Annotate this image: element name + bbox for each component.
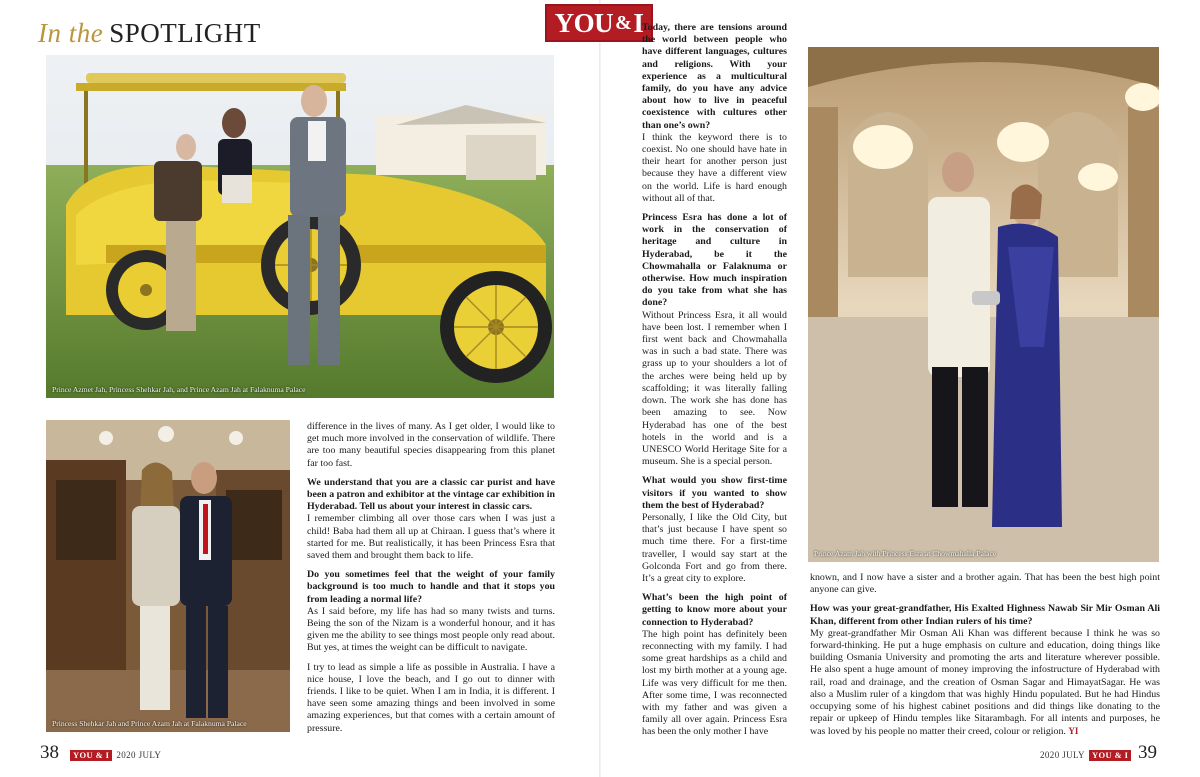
- answer: [810, 628, 1160, 739]
- question: What’s been the high point of getting to know more about your connection to Hyderabad?: [642, 592, 787, 628]
- section-title: [38, 18, 261, 49]
- end-mark: YI: [1068, 726, 1079, 737]
- page-gutter: [599, 0, 601, 777]
- footer-badge-right: YOU & I: [1089, 750, 1131, 761]
- interior-photo-caption: Princess Shehkar Jah and Prince Azam Jah at Falaknuma Palace: [52, 719, 247, 728]
- left-page-number: 38: [40, 742, 59, 763]
- footer-date-left: 2020 JULY: [116, 750, 162, 760]
- question: We understand that you are a classic car purist and have been a patron and exhibitor at the vintage car exhibition in Hyderabad. Tell us about your interest in classic cars.: [307, 476, 555, 513]
- interior-photo: [46, 420, 290, 732]
- answer-text: My great-grandfather Mir Osman Ali Khan was different because I think he was so forward-thinking. He put a huge emphasis on culture and education, doing things like building Osmania University and promoting the arts and literature wherever possible. He also spent a huge amount of money improving the infostructure of Hyderabad with rail, road and drainage, and the creation of Osman Sagar and HimayatSagar. He was also a Muslim ruler of a kingdom that was highly Hindu populated. But he had Hindus occupying some of his highest cabinet positions and did things like donating to the repair or upkeep of Hindu temples like Sitarambagh. For all intents and purposes, he was loved by his people no matter their creed, colour or religion.: [810, 627, 1160, 738]
- answer: I think the keyword there is to coexist. No one should have hate in their heart for another person just because they have a different view on the world. Life is hard enough without all of that.: [642, 131, 787, 204]
- vintage-car-photo: [46, 55, 554, 398]
- right-page-number: 39: [1138, 742, 1157, 763]
- footer-date-right: 2020 JULY: [1040, 750, 1085, 760]
- left-footer: [66, 750, 161, 761]
- answer: I remember climbing all over those cars when I was just a child! Baba had them all up at Chiraan. I guess that’s where it started for me. But realistically, it has been Princess Esra that saved them and brought them back to life.: [307, 513, 555, 562]
- answer: I try to lead as simple a life as possible in Australia. I have a nice house, I love the beach, and I go out to dinner with friends. I like to be quiet. When I am in India, it is different. I have seen some amazing things and been involved in some amazing experiences, but that comes with a certain amount of pressure.: [307, 661, 555, 734]
- footer-badge-left: YOU & I: [70, 750, 112, 761]
- answer: The high point has definitely been reconnecting with my family. I had some great hardships as a child and lost my birth mother at a young age. Life was very difficult for me then. After some time, I was reconnected with my father and was given a family all over again. Princess Esra has been the only mother I have: [642, 628, 787, 738]
- answer: Without Princess Esra, it all would have been lost. I remember when I first went back and Chowmahalla was in such a bad state. There was grass up to your shoulders a lot of the arches were being held up by scaffolding; it was literally falling down. The work she has done has been amazing to see. Now Hyderabad has one of the best hotels in the world and is a UNESCO World Heritage Site for a museum. She is a special person.: [642, 309, 787, 468]
- question: Do you sometimes feel that the weight of your family background is too much to handle and that it stops you from leading a normal life?: [307, 569, 555, 605]
- car-photo-caption: Prince Azmet Jah, Princess Shehkar Jah, and Prince Azam Jah at Falaknuma Palace: [52, 385, 306, 394]
- palace-photo-caption: Prince Azam Jah with Princess Esra at Chowmahalla Palace: [814, 549, 997, 558]
- question: How was your great-grandfather, His Exalted Highness Nawab Sir Mir Osman Ali Khan, different from other Indian rulers of his time?: [810, 603, 1160, 627]
- section-title-main: SPOTLIGHT: [109, 18, 261, 48]
- paragraph: difference in the lives of many. As I get older, I would like to get much more involved in the conservation of wildlife. There are too many beautiful species disappearing from this planet far too fast.: [307, 421, 555, 469]
- answer: As I said before, my life has had so many twists and turns. Being the son of the Nizam is a wonderful honour, and it has given me the ability to see things most people only read about. But yes, at times the weight can be difficult to navigate.: [307, 605, 555, 654]
- question: Today, there are tensions around the world between people who have different languages, cultures and religions. With your experience as a multicultural family, do you have any advice about how to live in peaceful coexistence with cultures other than one’s own?: [642, 22, 787, 131]
- logo-amp: &: [615, 11, 632, 34]
- magazine-logo: [545, 4, 653, 42]
- question: Princess Esra has done a lot of work in the conservation of heritage and culture in Hyderabad, be it the Chowmahalla or Falaknuma or otherwise. How much inspiration do you take from what she has done?: [642, 212, 787, 309]
- logo-i: I: [633, 7, 644, 38]
- logo-you: YOU: [554, 7, 614, 38]
- paragraph: known, and I now have a sister and a brother again. That has been the best high point anyone can give.: [810, 572, 1160, 596]
- middle-text-column: [642, 22, 787, 746]
- answer: Personally, I like the Old City, but that’s just because I have spent so much time there. For a first-time traveller, I would say start at the Golconda Fort and go from there. It’s a great city to explore.: [642, 511, 787, 584]
- right-footer: [1040, 750, 1135, 761]
- section-title-prefix: In the: [38, 18, 104, 48]
- right-text-column: [810, 572, 1160, 746]
- question: What would you show first-time visitors if you wanted to show them the best of Hyderabad?: [642, 475, 787, 511]
- palace-photo: [808, 47, 1159, 562]
- left-text-column: [307, 421, 555, 742]
